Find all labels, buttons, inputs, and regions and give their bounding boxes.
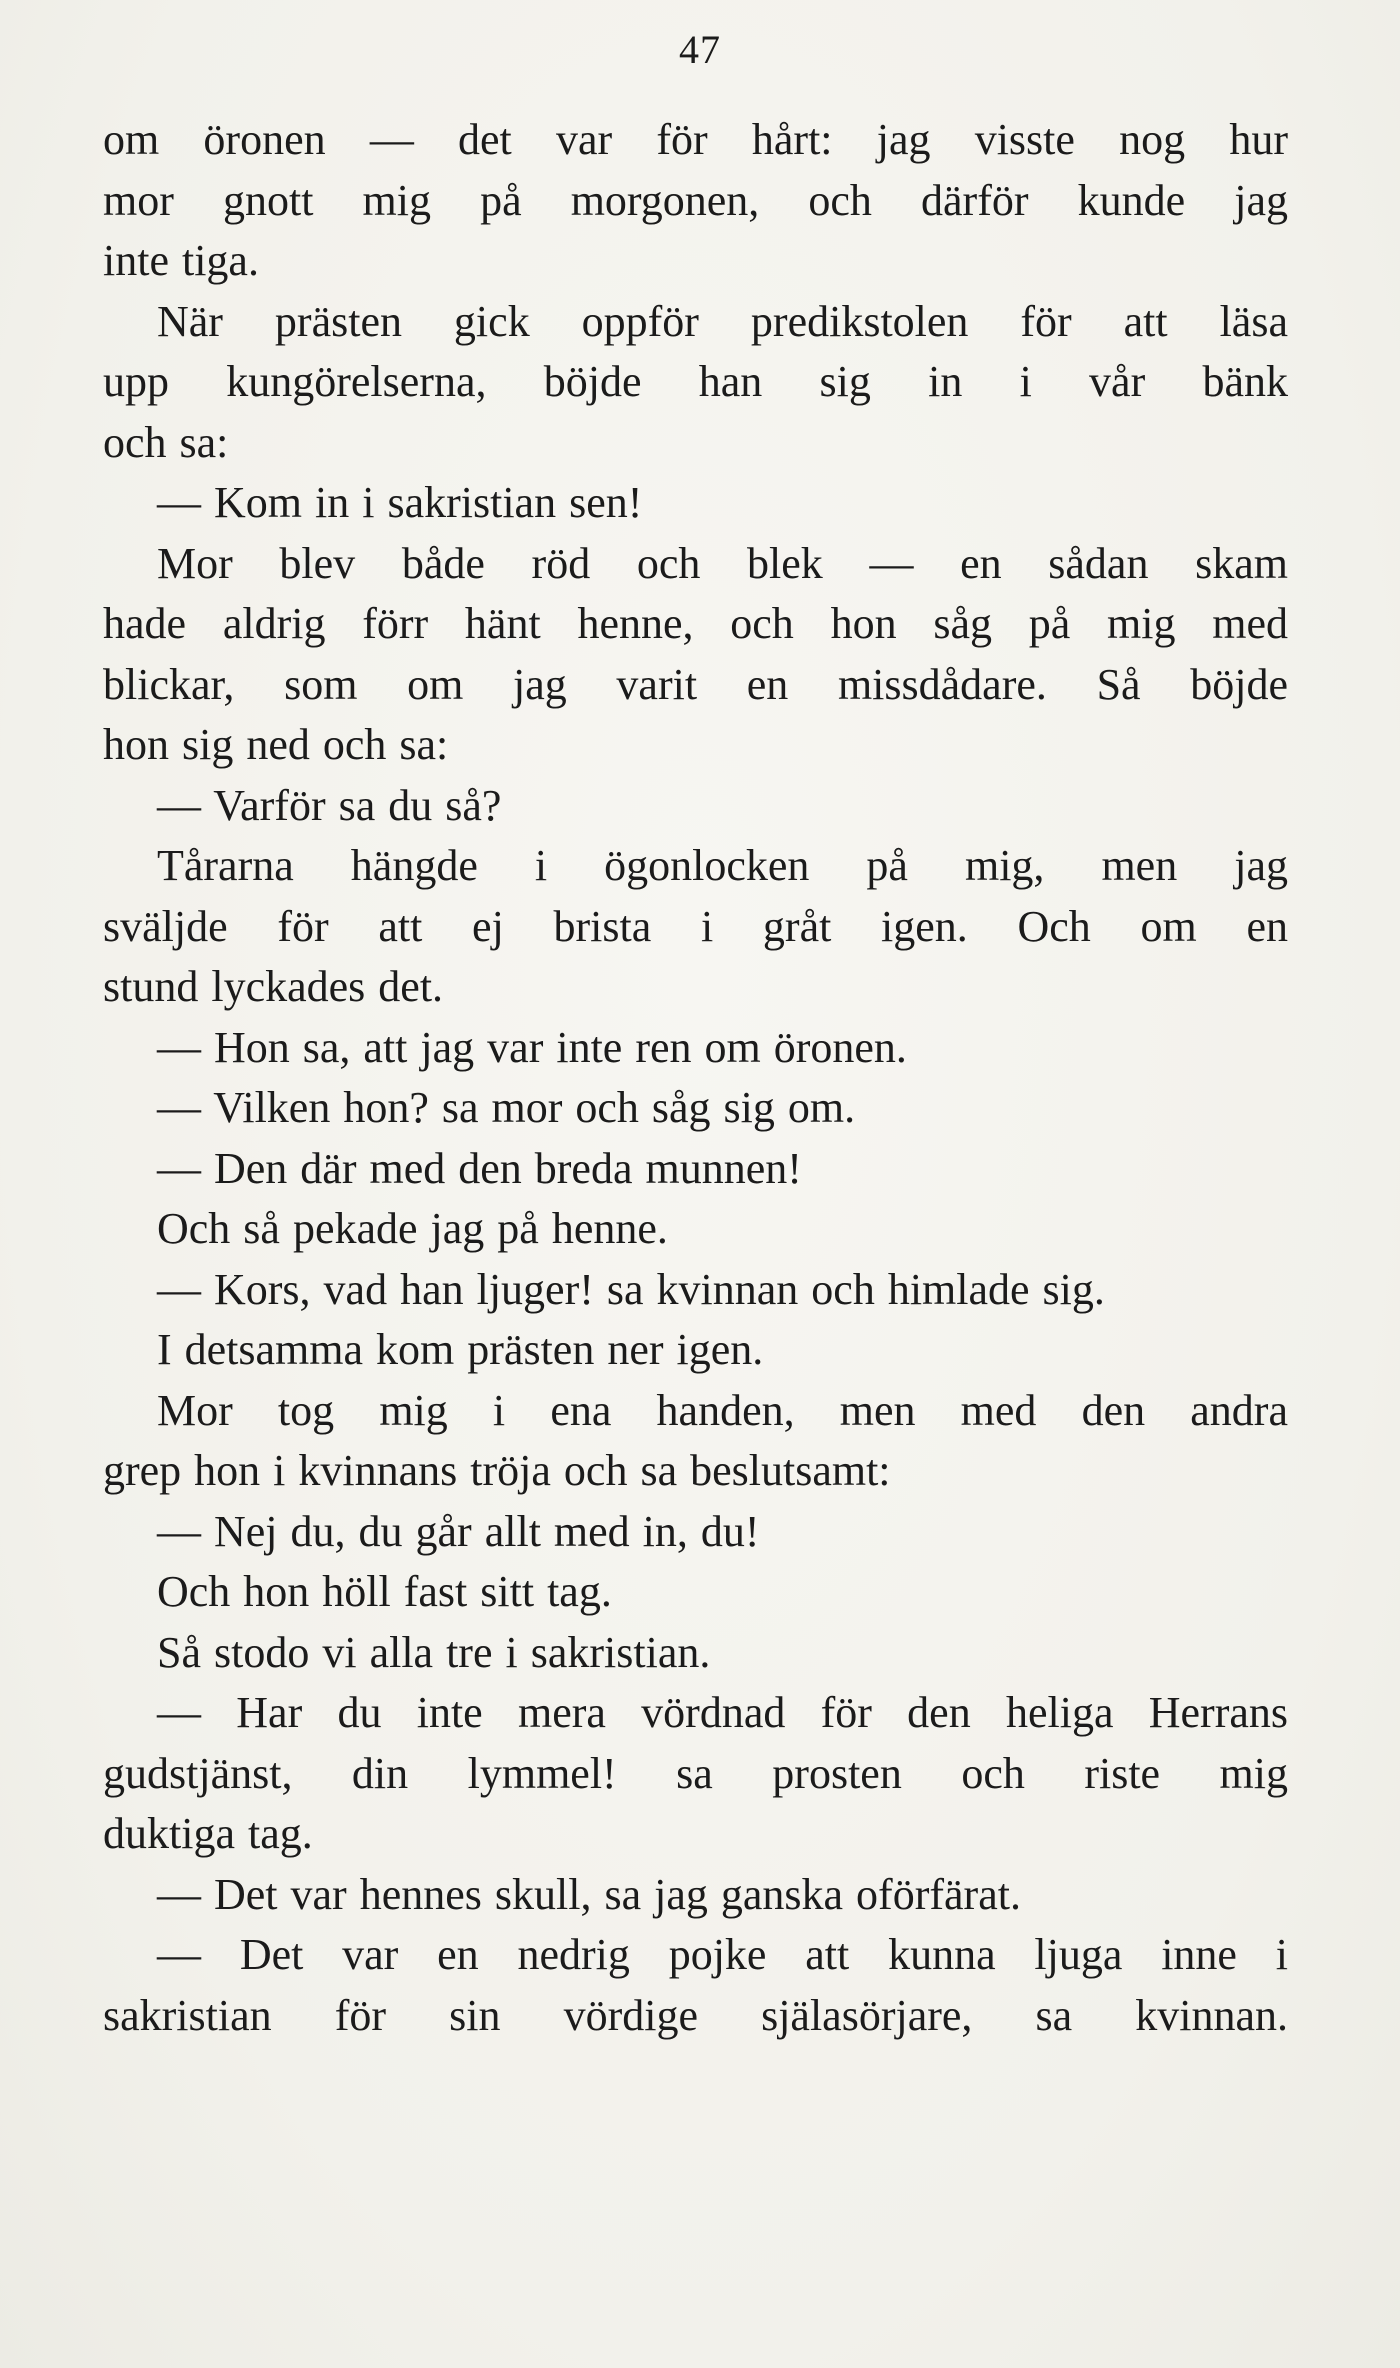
text-line: — Vilken hon? sa mor och såg sig om.	[157, 1083, 856, 1132]
text-line: sakristian för sin vördige själasörjare, sa kvinnan.	[103, 1990, 1288, 2040]
text-line: hon sig ned och sa:	[103, 720, 449, 769]
text-line: upp kungörelserna, böjde han sig in i vår bänk	[103, 357, 1288, 406]
page-number: 47	[679, 27, 721, 72]
text-line: Mor blev både röd och blek — en sådan skam	[157, 538, 1288, 588]
text-line: I detsamma kom prästen ner igen.	[157, 1325, 764, 1374]
text-line: stund lyckades det.	[103, 962, 444, 1011]
text-line: — Kors, vad han ljuger! sa kvinnan och himlade sig.	[157, 1264, 1105, 1314]
text-line: — Hon sa, att jag var inte ren om öronen.	[157, 1022, 907, 1072]
text-line: När prästen gick oppför predikstolen för att läsa	[157, 296, 1288, 346]
text-line: — Nej du, du går allt med in, du!	[157, 1506, 760, 1556]
text-line: Och hon höll fast sitt tag.	[157, 1567, 612, 1616]
text-line: — Den där med den breda munnen!	[157, 1143, 802, 1193]
text-line: — Det var hennes skull, sa jag ganska oförfärat.	[157, 1869, 1021, 1919]
text-line: gudstjänst, din lymmel! sa prosten och riste mig	[103, 1748, 1288, 1798]
text-line: och sa:	[103, 417, 229, 467]
text-line: grep hon i kvinnans tröja och sa beslutsamt:	[103, 1446, 891, 1495]
text-line: mor gnott mig på morgonen, och därför kunde jag	[103, 175, 1288, 225]
text-line: — Det var en nedrig pojke att kunna ljuga inne i	[157, 1930, 1288, 1979]
body-text	[103, 110, 1288, 2046]
text-line: — Har du inte mera vördnad för den heliga Herrans	[157, 1688, 1288, 1737]
text-line: Så stodo vi alla tre i sakristian.	[157, 1627, 711, 1677]
text-line: — Kom in i sakristian sen!	[157, 478, 643, 527]
text-line: om öronen — det var för hårt: jag visste nog hur	[103, 115, 1288, 164]
text-line: — Varför sa du så?	[157, 780, 502, 830]
text-line: duktiga tag.	[103, 1809, 313, 1858]
text-line: hade aldrig förr hänt henne, och hon såg på mig med	[103, 599, 1288, 648]
text-line: Tårarna hängde i ögonlocken på mig, men jag	[157, 841, 1288, 890]
text-line: Och så pekade jag på henne.	[157, 1204, 668, 1253]
text-line: sväljde för att ej brista i gråt igen. Och om en	[103, 901, 1288, 951]
text-line: Mor tog mig i ena handen, men med den andra	[157, 1385, 1288, 1435]
text-line: inte tiga.	[103, 236, 259, 285]
text-line: blickar, som om jag varit en missdådare. Så böjde	[103, 659, 1288, 709]
